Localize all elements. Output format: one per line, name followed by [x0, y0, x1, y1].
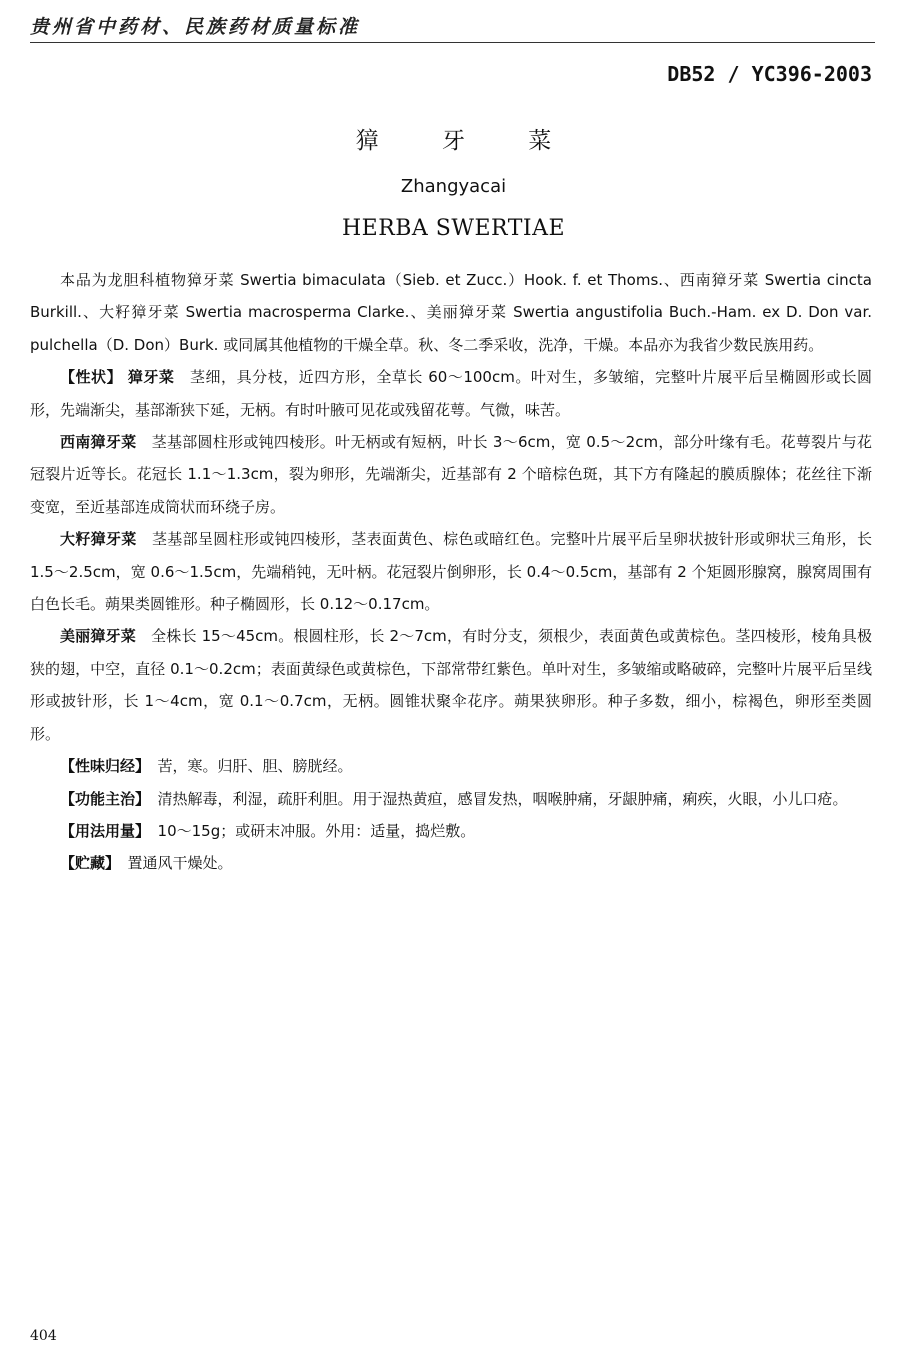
paragraph-text: 置通风干燥处。 [127, 854, 233, 873]
paragraph-variety [30, 426, 872, 523]
section-label: 【贮藏】 [60, 854, 113, 873]
running-header: 贵州省中药材、民族药材质量标准 [30, 16, 361, 38]
paragraph-text: 清热解毒，利湿，疏肝利胆。用于湿热黄疸，感冒发热，咽喉肿痛，牙龈肿痛，痢疾，火眼，小儿口疮。 [157, 789, 848, 808]
section-label: 【性味归经】 [60, 757, 143, 776]
paragraph-function [30, 783, 872, 815]
header-divider [30, 42, 875, 43]
paragraph-text: 本品为龙胆科植物獐牙菜 Swertia bimaculata（Sieb. et Zucc.）Hook. f. et Thoms.、西南獐牙菜 Swertia cincta Burkill.、大籽獐牙菜 Swertia macrosperma Clarke.、美丽獐牙菜 Swertia angustifolia Buch.-Ham. ex D. Don var. pulchella（D. Don）Burk. 或同属其他植物的干燥全草。秋、冬二季采收，洗净，干燥。本品亦为我省少数民族用药。 [30, 271, 872, 354]
page-title: 獐 牙 菜 [355, 128, 580, 154]
section-label: 【功能主治】 [60, 789, 143, 808]
paragraph-text: 茎基部呈圆柱形或钝四棱形，茎表面黄色、棕色或暗红色。完整叶片展平后呈卵状披针形或卵状三角形，长 1.5～2.5cm，宽 0.6～1.5cm，先端稍钝，无叶柄。花冠裂片倒卵形，长 0.4～0.5cm，基部有 2 个矩圆形腺窝，腺窝周围有白色长毛。蒴果类圆锥形。种子椭圆形，长 0.12～0.17cm。 [30, 530, 872, 614]
monograph-body [30, 264, 872, 880]
latin-name: HERBA SWERTIAE [341, 216, 566, 241]
section-label: 西南獐牙菜 [60, 433, 137, 452]
section-label: 美丽獐牙菜 [60, 627, 136, 646]
section-label: 大籽獐牙菜 [60, 530, 137, 549]
paragraph-description [30, 361, 872, 426]
paragraph-text: 全株长 15～45cm。根圆柱形，长 2～7cm，有时分支，须根少，表面黄色或黄棕色。茎四棱形，棱角具极狭的翅，中空，直径 0.1～0.2cm；表面黄绿色或黄棕色，下部常带红紫色。单叶对生，多皱缩或略破碎，完整叶片展平后呈线形或披针形，长 1～4cm，宽 0.1～0.7cm，无柄。圆锥状聚伞花序。蒴果狭卵形。种子多数，细小，棕褐色，卵形至类圆形。 [30, 627, 872, 743]
paragraph-nature [30, 750, 872, 782]
pinyin-name: Zhangyacai [400, 176, 507, 197]
paragraph-text: 苦，寒。归肝、胆、膀胱经。 [157, 757, 353, 776]
paragraph-storage [30, 847, 872, 879]
paragraph-source [30, 264, 872, 361]
paragraph-variety [30, 620, 872, 750]
paragraph-variety [30, 523, 872, 620]
standard-code: DB52 / YC396-2003 [667, 62, 872, 86]
paragraph-dosage [30, 815, 872, 847]
paragraph-text: 10～15g；或研末冲服。外用：适量，捣烂敷。 [157, 821, 476, 840]
page-number: 404 [30, 1328, 57, 1344]
section-label: 【用法用量】 [60, 821, 143, 840]
section-label: 【性状】 獐牙菜 [60, 368, 175, 387]
paragraph-text: 茎基部圆柱形或钝四棱形。叶无柄或有短柄，叶长 3～6cm，宽 0.5～2cm，部分叶缘有毛。花萼裂片与花冠裂片近等长。花冠长 1.1～1.3cm，裂为卵形，先端渐尖，近基部有 2 个暗棕色斑，其下方有隆起的膜质腺体；花丝往下渐变宽，至近基部连成筒状而环绕子房。 [30, 433, 872, 516]
paragraph-text: 茎细，具分枝，近四方形，全草长 60～100cm。叶对生，多皱缩，完整叶片展平后呈椭圆形或长圆形，先端渐尖，基部渐狭下延，无柄。有时叶腋可见花或残留花萼。气微，味苦。 [30, 368, 872, 419]
